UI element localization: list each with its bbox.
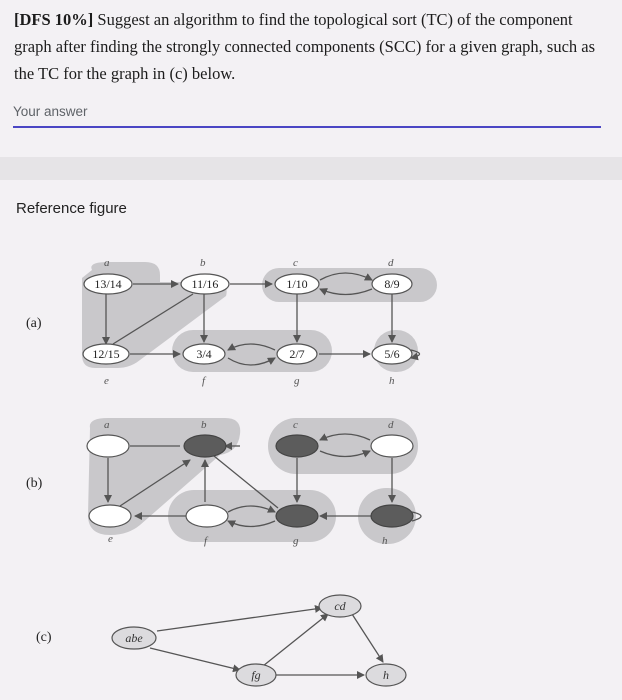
svg-text:abe: abe xyxy=(125,631,143,645)
letter: c xyxy=(293,257,298,269)
question-body: Suggest an algorithm to find the topological sort (TC) of the component graph after finding the strongly connected components (SCC) for a given graph, such as the TC for the graph in (c) below. xyxy=(14,10,596,83)
node-b-a xyxy=(87,435,129,457)
value: 8/9 xyxy=(384,277,400,291)
node-a-b xyxy=(181,257,229,294)
node-b-g xyxy=(276,505,318,527)
value: 1/10 xyxy=(286,277,308,291)
question-tag: [DFS 10%] xyxy=(14,10,94,29)
panel-b-scc-regions xyxy=(88,418,418,544)
node-b-c xyxy=(276,435,318,457)
node-b-d xyxy=(371,435,413,457)
value: 12/15 xyxy=(92,347,120,361)
value: 11/16 xyxy=(191,277,219,291)
answer-input[interactable]: Your answer xyxy=(13,104,88,119)
node-b-h xyxy=(371,505,413,527)
letter: h xyxy=(382,535,388,547)
node-c-cd xyxy=(319,595,361,617)
panel-c-nodes xyxy=(112,595,406,686)
node-b-b xyxy=(184,435,226,457)
node-c-fg xyxy=(236,664,276,686)
svg-text:cd: cd xyxy=(334,599,346,613)
value: 13/14 xyxy=(94,277,122,291)
svg-text:fg: fg xyxy=(251,668,261,682)
letter: h xyxy=(389,375,395,387)
letter: e xyxy=(108,533,113,545)
letter: b xyxy=(201,419,207,431)
letter: f xyxy=(202,375,206,387)
letter: f xyxy=(204,535,208,547)
letter: g xyxy=(294,375,300,387)
node-c-h xyxy=(366,664,406,686)
panel-c-edges xyxy=(150,608,383,675)
node-c-abe xyxy=(112,627,156,649)
letter: d xyxy=(388,419,394,431)
letter: e xyxy=(104,375,109,387)
value: 2/7 xyxy=(289,347,305,361)
letter: c xyxy=(293,419,298,431)
letter: g xyxy=(293,535,299,547)
letter: d xyxy=(388,257,394,269)
node-b-f xyxy=(186,505,228,527)
panel-label-c: (c) xyxy=(36,630,52,645)
letter: a xyxy=(104,419,110,431)
node-b-e xyxy=(89,505,131,527)
value: 3/4 xyxy=(196,347,212,361)
letter: a xyxy=(104,257,110,269)
reference-title: Reference figure xyxy=(16,200,127,217)
panel-label-a: (a) xyxy=(26,316,42,331)
panel-label-b: (b) xyxy=(26,476,43,491)
value: 5/6 xyxy=(384,347,400,361)
svg-text:h: h xyxy=(383,668,389,682)
letter: b xyxy=(200,257,206,269)
